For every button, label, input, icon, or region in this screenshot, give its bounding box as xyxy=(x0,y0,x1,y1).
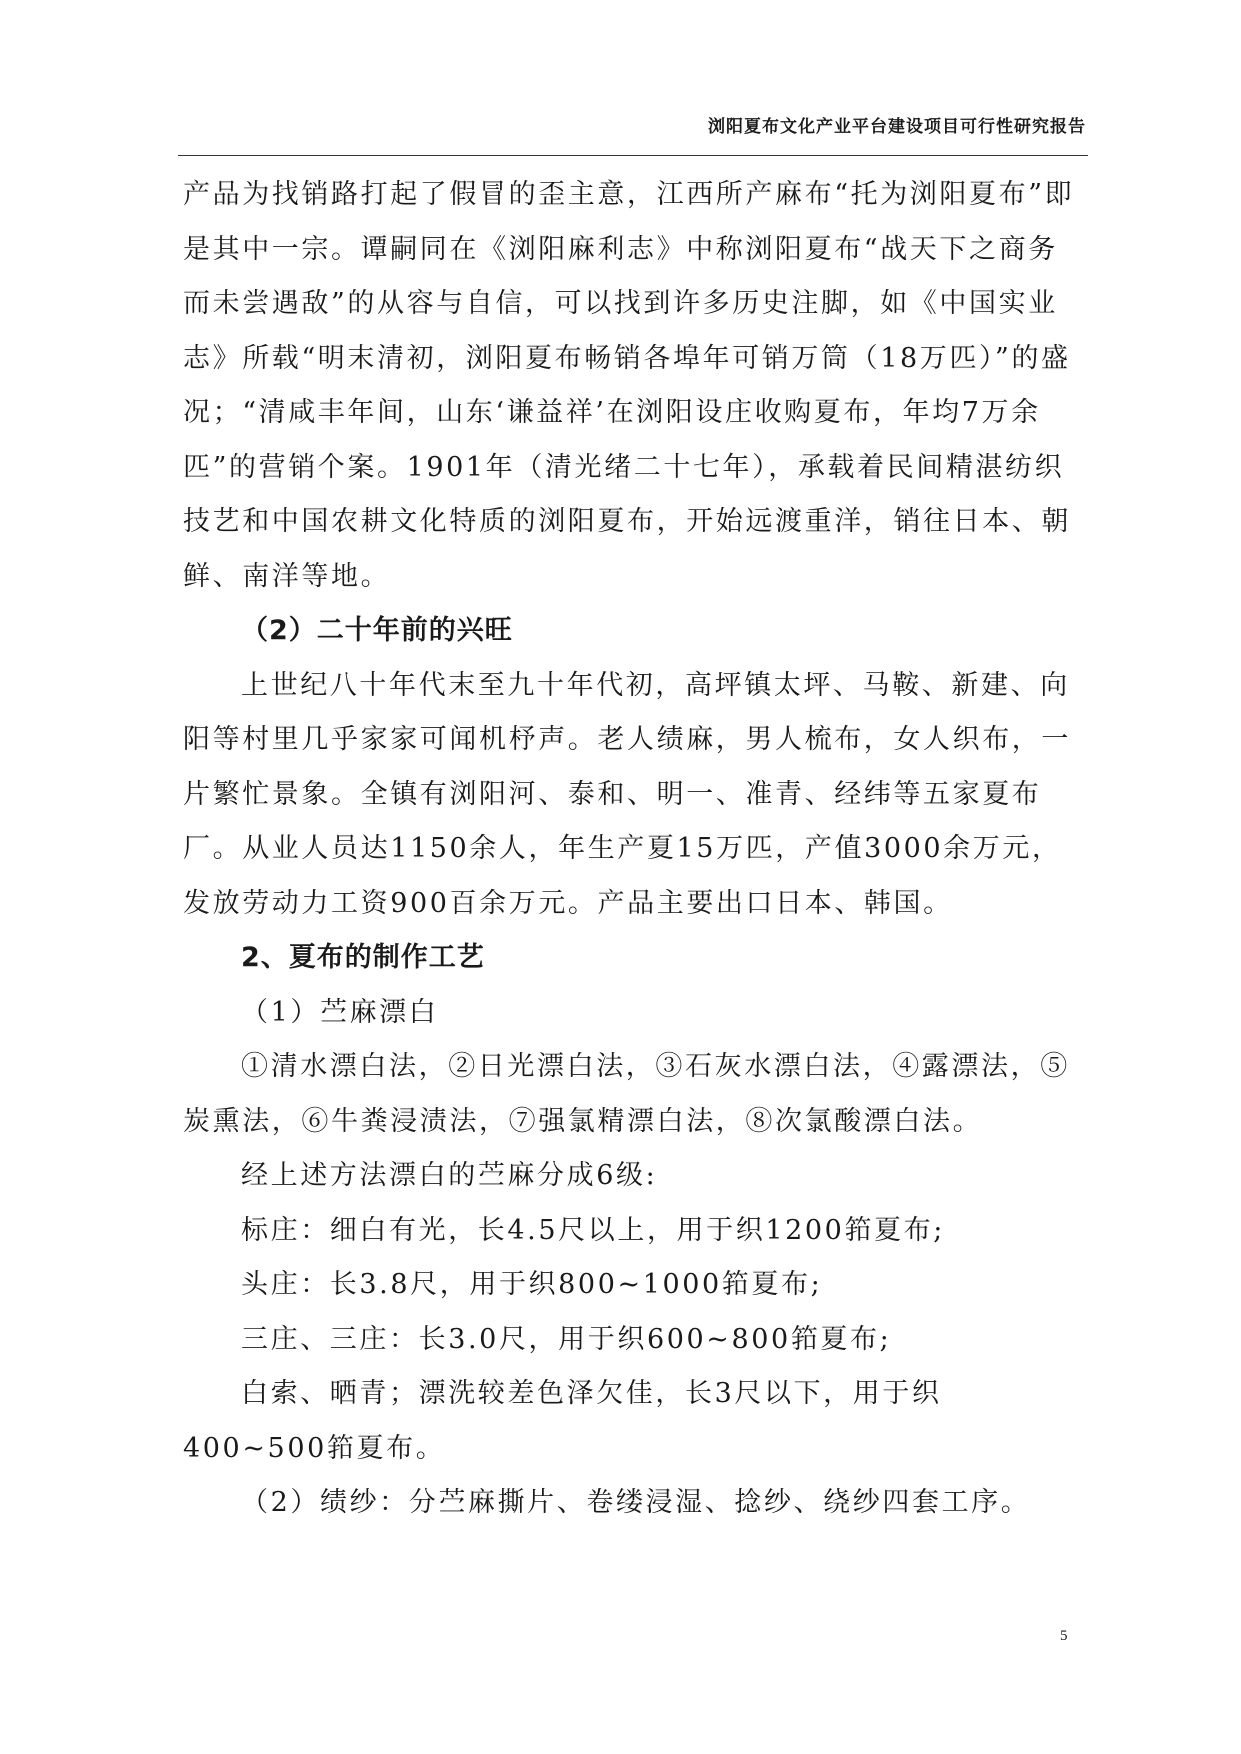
subheading-spinning: （2）绩纱：分苎麻撕片、卷缕浸湿、捻纱、绕纱四套工序。 xyxy=(241,1487,1031,1518)
grade-item-biaozhuang: 标庄：细白有光，长4.5尺以上，用于织1200筘夏布; xyxy=(241,1214,945,1246)
running-header-title: 浏阳夏布文化产业平台建设项目可行性研究报告 xyxy=(708,117,1086,137)
document-body xyxy=(183,168,1076,1531)
grade-item-baisuo: 白索、晒青；漂洗较差色泽欠佳，长3尺以下，用于织400~500筘夏布。 xyxy=(183,1378,942,1464)
page-number: 5 xyxy=(1060,1628,1068,1644)
paragraph-prosperity: 上世纪八十年代末至九十年代初，高坪镇太坪、马鞍、新建、向阳等村里几乎家家可闻机杼声。老人绩麻，男人梳布，女人织布，一片繁忙景象。全镇有浏阳河、泰和、明一、准青、经纬等五家夏布厂。从业人员达1150余人，年生产夏15万匹，产值3000余万元，发放劳动力工资900百余万元。产品主要出口日本、韩国。 xyxy=(183,669,1071,919)
section-heading-prosperity: （2）二十年前的兴旺 xyxy=(241,615,513,646)
paragraph-bleaching-methods: ①清水漂白法，②日光漂白法，③石灰水漂白法，④露漂法，⑤炭熏法，⑥牛粪浸渍法，⑦强氯精漂白法，⑧次氯酸漂白法。 xyxy=(183,1051,1070,1137)
grade-item-sanzhuang: 三庄、三庄：长3.0尺，用于织600~800筘夏布; xyxy=(241,1323,892,1355)
paragraph-grades-intro: 经上述方法漂白的苎麻分成6级: xyxy=(241,1160,658,1191)
section-heading-craft: 2、夏布的制作工艺 xyxy=(241,942,485,973)
paragraph-history-continued: 产品为找销路打起了假冒的歪主意，江西所产麻布“托为浏阳夏布”即是其中一宗。谭嗣同在《浏阳麻利志》中称浏阳夏布“战天下之商务而未尝遇敌”的从容与自信，可以找到许多历史注脚，如《中国实业志》所载“明末清初，浏阳夏布畅销各埠年可销万筒（18万匹）”的盛况；“清咸丰年间，山东‘谦益祥’在浏阳设庄收购夏布，年均7万余匹”的营销个案。1901年（清光绪二十七年），承载着民间精湛纺织技艺和中国农耕文化特质的浏阳夏布，开始远渡重洋，销往日本、朝鲜、南洋等地。 xyxy=(183,179,1075,592)
grade-item-touzhuang: 头庄：长3.8尺，用于织800~1000筘夏布; xyxy=(241,1269,823,1300)
subheading-ramie-bleaching: （1）苎麻漂白 xyxy=(241,996,439,1028)
header-divider xyxy=(178,155,1088,156)
